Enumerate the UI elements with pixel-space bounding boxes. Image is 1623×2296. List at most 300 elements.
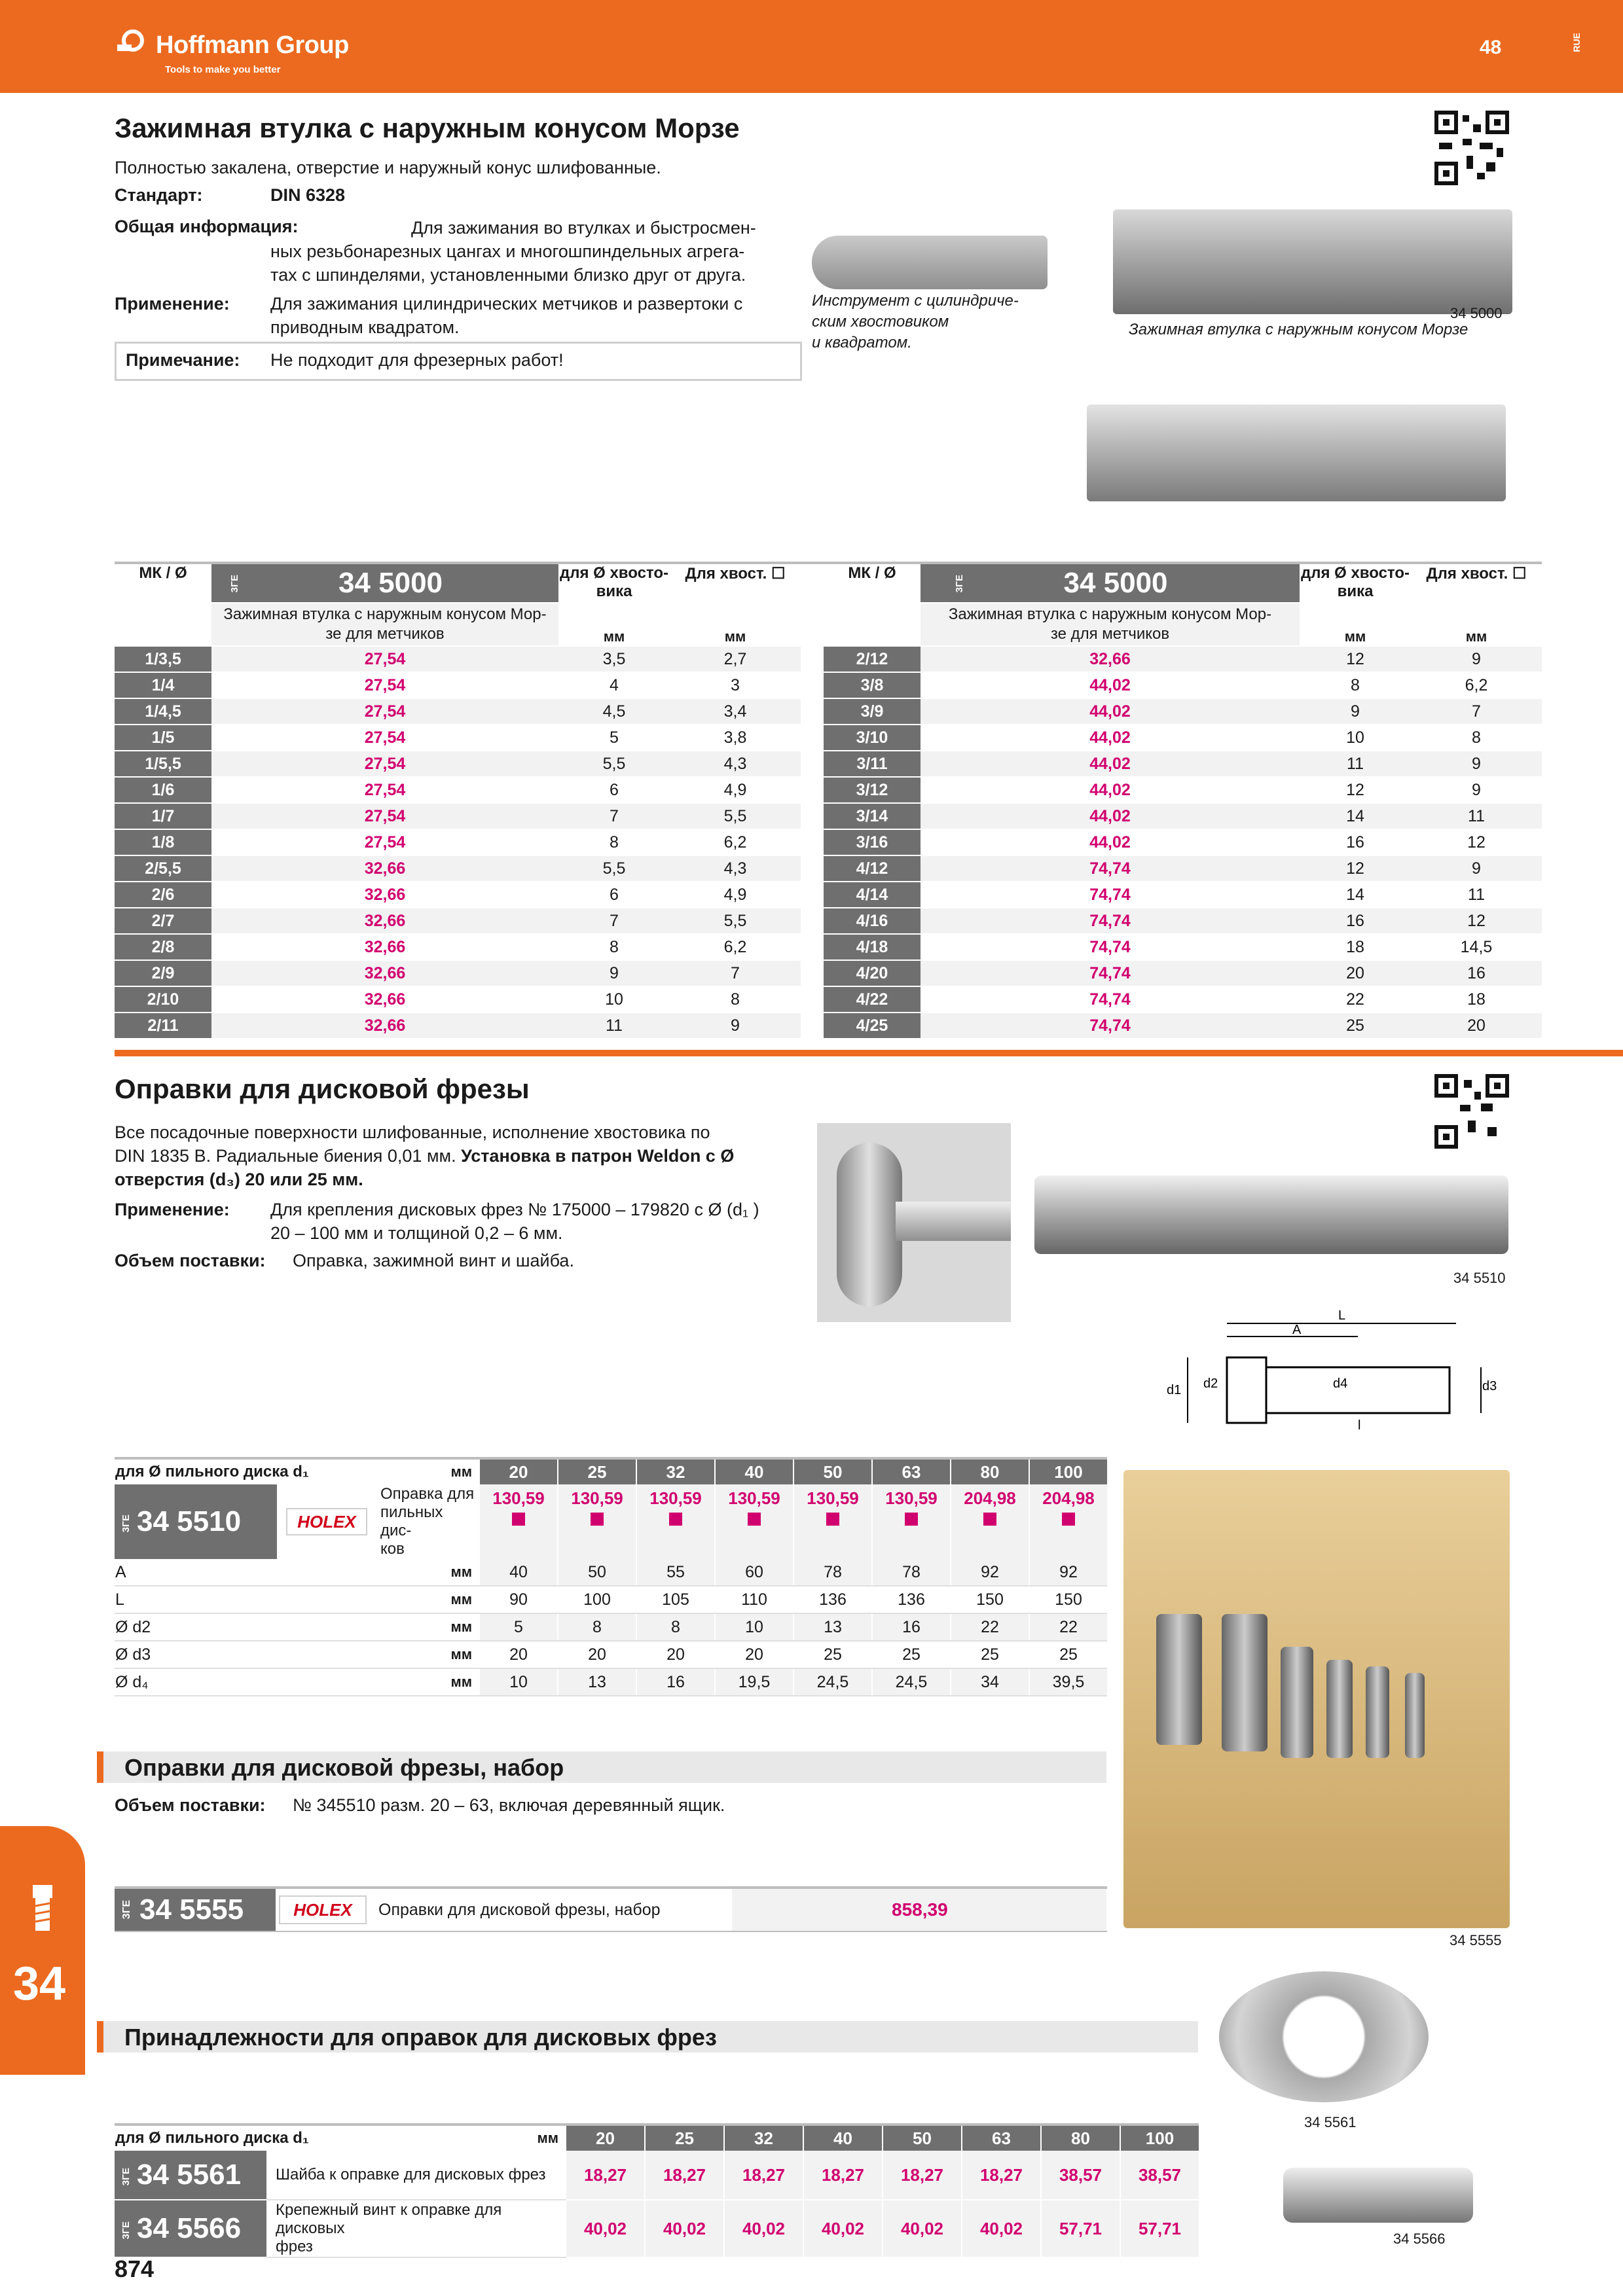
art-345510: 34 5510 <box>137 1505 242 1537</box>
price: 44,02 <box>921 672 1300 698</box>
square-size: 9 <box>670 1013 801 1039</box>
price <box>951 1484 1029 1559</box>
caption-left-3: и квадратом. <box>812 334 912 351</box>
section3-supply-label: Объем поставки: <box>115 1795 266 1815</box>
table-row <box>115 646 801 672</box>
section2-app-line2: 20 – 100 мм и толщиной 0,2 – 6 мм. <box>270 1223 563 1243</box>
art-header <box>921 564 1300 603</box>
mk-size: 1/3,5 <box>115 646 211 672</box>
dimension-value: 60 <box>715 1559 793 1586</box>
dimension-value: 24,5 <box>793 1668 872 1696</box>
price: 32,66 <box>211 986 558 1013</box>
note-value: Не подходит для фрезерных работ! <box>270 350 564 370</box>
mk-size: 3/12 <box>824 777 921 803</box>
unit: мм <box>445 2125 566 2151</box>
price: 27,54 <box>211 698 558 725</box>
chapter-icon <box>26 1885 59 1937</box>
price: 40,02 <box>724 2200 803 2257</box>
table2 <box>115 1457 1107 1696</box>
caption-right: Зажимная втулка с наружным конусом Морзе <box>1129 321 1468 338</box>
price: 32,66 <box>211 882 558 908</box>
art-desc-2: фрез <box>276 2238 313 2255</box>
price: 44,02 <box>921 829 1300 855</box>
shank-diameter: 7 <box>558 908 670 934</box>
dimension-value: 25 <box>872 1641 951 1668</box>
table-row <box>115 1586 1107 1613</box>
dimension-value: 39,5 <box>1029 1668 1107 1696</box>
morse-sleeve-image <box>1113 209 1512 314</box>
shank-diameter: 10 <box>1300 725 1411 751</box>
section2-desc-1: Все посадочные поверхности шлифованные, исполнение хвостовика по <box>115 1122 710 1142</box>
wooden-case-image <box>1123 1470 1510 1928</box>
dimension-value: 105 <box>636 1586 715 1613</box>
table-row <box>115 829 801 855</box>
info-line1: Для зажимания во втулках и быстросмен- <box>411 218 756 238</box>
art-cell <box>115 2151 266 2200</box>
mk-size: 2/11 <box>115 1013 211 1039</box>
square-size: 9 <box>1411 646 1542 672</box>
saw-arbor-in-use-image <box>817 1123 1011 1322</box>
price: 32,66 <box>921 646 1300 672</box>
price <box>1029 1484 1107 1559</box>
col-square-header: Для хвост. ☐ <box>1411 564 1542 603</box>
table-row <box>115 882 801 908</box>
shank-diameter: 3,5 <box>558 646 670 672</box>
screw-image <box>1283 2168 1473 2223</box>
price: 18,27 <box>962 2151 1041 2200</box>
dimension-value: 8 <box>636 1613 715 1641</box>
qr-code-icon <box>1434 1073 1510 1149</box>
unit: мм <box>1411 603 1542 646</box>
unit: мм <box>376 1641 479 1668</box>
table-row <box>824 882 1542 908</box>
table-row <box>824 646 1542 672</box>
square-size: 8 <box>670 986 801 1013</box>
mk-size: 1/5 <box>115 725 211 751</box>
price: 32,66 <box>211 960 558 986</box>
table-row <box>115 960 801 986</box>
quality-code: 3ΓΕ <box>228 574 240 592</box>
quality-code: 3ΓΕ <box>121 1900 132 1920</box>
section2-supply-label: Объем поставки: <box>115 1251 266 1270</box>
shank-diameter: 11 <box>1300 751 1411 777</box>
order-square-icon[interactable] <box>1062 1513 1075 1526</box>
col-hvost-header <box>558 564 670 603</box>
art-345510-desc-2: ков <box>380 1540 405 1558</box>
image-art-345000: 34 5000 <box>1450 305 1503 321</box>
table-row <box>115 698 801 725</box>
table1-right <box>824 564 1542 1039</box>
price: 18,27 <box>803 2151 883 2200</box>
dimension-value: 34 <box>951 1668 1029 1696</box>
table-row <box>824 1013 1542 1039</box>
square-size: 12 <box>1411 829 1542 855</box>
table-row <box>115 986 801 1013</box>
square-size: 14,5 <box>1411 934 1542 960</box>
art-description <box>211 603 558 646</box>
unit: мм <box>670 603 801 646</box>
art-345000: 34 5000 <box>1063 567 1168 599</box>
price: 74,74 <box>921 908 1300 934</box>
square-size: 18 <box>1411 986 1542 1013</box>
table-row <box>115 777 801 803</box>
table-row <box>824 751 1542 777</box>
order-square-icon[interactable] <box>669 1513 682 1526</box>
price-value: 204,98 <box>964 1488 1016 1508</box>
shank-diameter: 5,5 <box>558 751 670 777</box>
info-label: Общая информация: <box>115 217 299 236</box>
dimension-value: 10 <box>715 1613 793 1641</box>
price-value: 204,98 <box>1042 1488 1095 1508</box>
mk-size: 4/18 <box>824 934 921 960</box>
shank-diameter: 4,5 <box>558 698 670 725</box>
order-square-icon[interactable] <box>512 1513 525 1526</box>
section3-bottom-rule <box>115 1931 1107 1932</box>
price: 32,66 <box>211 908 558 934</box>
shank-diameter: 20 <box>1300 960 1411 986</box>
mk-size: 4/22 <box>824 986 921 1013</box>
price: 74,74 <box>921 855 1300 882</box>
price: 38,57 <box>1041 2151 1120 2200</box>
table-row <box>824 934 1542 960</box>
unit: мм <box>1300 603 1411 646</box>
dimension-value: 16 <box>872 1613 951 1641</box>
col-hvost-line2: вика <box>1337 583 1374 600</box>
square-size: 9 <box>1411 777 1542 803</box>
square-size: 6,2 <box>670 829 801 855</box>
mk-size: 4/25 <box>824 1013 921 1039</box>
shank-diameter: 6 <box>558 882 670 908</box>
size-col: 100 <box>1029 1458 1107 1484</box>
mk-size: 2/10 <box>115 986 211 1013</box>
unit: мм <box>376 1458 479 1484</box>
mk-size: 2/9 <box>115 960 211 986</box>
image-art-345555: 34 5555 <box>1450 1932 1502 1948</box>
note-label: Примечание: <box>126 350 240 370</box>
price-value: 130,59 <box>807 1488 859 1508</box>
square-size: 8 <box>1411 725 1542 751</box>
dimension-label: A <box>115 1559 376 1586</box>
shank-diameter: 8 <box>558 829 670 855</box>
mk-size: 4/20 <box>824 960 921 986</box>
image-art-345510: 34 5510 <box>1453 1270 1506 1286</box>
art-345510-desc-1: Оправка для пильных дис- <box>380 1485 475 1539</box>
section1-title: Зажимная втулка с наружным конусом Морзе <box>115 113 740 143</box>
table-row <box>115 1668 1107 1696</box>
dimension-value: 110 <box>715 1586 793 1613</box>
quality-code: 3ΓΕ <box>954 574 966 592</box>
section2-desc-2b: Установка в патрон Weldon с Ø <box>461 1146 735 1166</box>
table-row <box>115 1641 1107 1668</box>
dim-d2: d2 <box>1203 1376 1218 1391</box>
language-code: RUE <box>1571 33 1582 52</box>
shank-diameter: 12 <box>1300 777 1411 803</box>
dimension-value: 20 <box>715 1641 793 1668</box>
mk-size: 1/7 <box>115 803 211 829</box>
dimension-value: 20 <box>479 1641 558 1668</box>
section1-desc: Полностью закалена, отверстие и наружный конус шлифованные. <box>115 158 661 177</box>
shank-diameter: 16 <box>1300 908 1411 934</box>
mk-size: 4/12 <box>824 855 921 882</box>
price: 57,71 <box>1041 2200 1120 2257</box>
art-345510-desc <box>376 1484 479 1559</box>
art-345555: 34 5555 <box>139 1893 244 1926</box>
order-square-icon[interactable] <box>748 1513 761 1526</box>
section2-app-line1: Для крепления дисковых фрез № 175000 – 179820 с Ø (d₁ ) <box>270 1200 759 1219</box>
mk-size: 3/14 <box>824 803 921 829</box>
arbor-dimension-drawing <box>1161 1305 1502 1436</box>
art-description <box>921 603 1300 646</box>
art-desc-line1: Зажимная втулка с наружным конусом Мор- <box>948 605 1272 623</box>
col-hvost-line2: вика <box>596 583 632 600</box>
table-row <box>824 829 1542 855</box>
art-345000: 34 5000 <box>338 567 443 599</box>
shank-diameter: 18 <box>1300 934 1411 960</box>
shank-diameter: 7 <box>558 803 670 829</box>
hoffmann-logo-icon <box>115 26 154 59</box>
table-row <box>824 855 1542 882</box>
price <box>479 1484 558 1559</box>
mk-size: 1/6 <box>115 777 211 803</box>
shank-diameter: 4 <box>558 672 670 698</box>
square-size: 12 <box>1411 908 1542 934</box>
size-col: 40 <box>715 1458 793 1484</box>
price: 40,02 <box>645 2200 724 2257</box>
mk-size: 3/8 <box>824 672 921 698</box>
size-col: 50 <box>883 2125 962 2151</box>
square-size: 11 <box>1411 882 1542 908</box>
square-size: 11 <box>1411 803 1542 829</box>
table-row <box>115 672 801 698</box>
art-desc-1: Крепежный винт к оправке для дисковых <box>276 2201 502 2237</box>
price: 44,02 <box>921 725 1300 751</box>
section2-desc-3: отверстия (d₃) 20 или 25 мм. <box>115 1170 363 1189</box>
art-desc-line1: Зажимная втулка с наружным конусом Мор- <box>223 605 547 623</box>
table-row <box>115 908 801 934</box>
price: 40,02 <box>962 2200 1041 2257</box>
price: 44,02 <box>921 777 1300 803</box>
dimension-value: 25 <box>793 1641 872 1668</box>
mk-size: 2/6 <box>115 882 211 908</box>
square-size: 6,2 <box>1411 672 1542 698</box>
info-line2: ных резьбонарезных цангах и многошпиндельных агрега- <box>270 242 745 261</box>
application-label: Применение: <box>115 294 230 314</box>
dimension-value: 136 <box>793 1586 872 1613</box>
table-row <box>824 777 1542 803</box>
dimension-value: 78 <box>872 1559 951 1586</box>
shank-diameter: 11 <box>558 1013 670 1039</box>
shank-diameter: 5 <box>558 725 670 751</box>
table-row <box>115 725 801 751</box>
dimension-value: 92 <box>951 1559 1029 1586</box>
size-col: 100 <box>1120 2125 1199 2151</box>
shank-diameter: 10 <box>558 986 670 1013</box>
art-desc <box>266 2200 566 2257</box>
table-row <box>824 908 1542 934</box>
shank-diameter: 9 <box>1300 698 1411 725</box>
holex-logo: HOLEX <box>286 1508 367 1535</box>
size-header-row <box>115 1458 1107 1484</box>
unit: мм <box>558 603 670 646</box>
size-col: 63 <box>962 2125 1041 2151</box>
dimension-value: 50 <box>558 1559 636 1586</box>
price: 74,74 <box>921 882 1300 908</box>
square-size: 9 <box>1411 855 1542 882</box>
square-size: 4,3 <box>670 855 801 882</box>
square-size: 9 <box>1411 751 1542 777</box>
unit: мм <box>376 1668 479 1696</box>
dim-l: l <box>1358 1418 1361 1433</box>
dimension-value: 20 <box>558 1641 636 1668</box>
section3-accent <box>97 1751 103 1783</box>
order-square-icon[interactable] <box>826 1513 839 1526</box>
art-header <box>211 564 558 603</box>
art-number: 34 5561 <box>137 2159 242 2191</box>
price <box>636 1484 715 1559</box>
dimension-value: 22 <box>951 1613 1029 1641</box>
price: 32,66 <box>211 1013 558 1039</box>
table1-right-grid <box>824 564 1542 1039</box>
square-size: 4,9 <box>670 882 801 908</box>
dimension-value: 78 <box>793 1559 872 1586</box>
dimension-value: 150 <box>1029 1586 1107 1613</box>
mk-size: 3/11 <box>824 751 921 777</box>
chapter-tab <box>0 1826 85 2075</box>
dim-d3: d3 <box>1482 1379 1497 1393</box>
price: 27,54 <box>211 725 558 751</box>
dimension-value: 90 <box>479 1586 558 1613</box>
shank-diameter: 22 <box>1300 986 1411 1013</box>
table-row <box>824 698 1542 725</box>
table-row <box>115 1613 1107 1641</box>
dimension-value: 24,5 <box>872 1668 951 1696</box>
col-mk-header: МК / Ø <box>115 564 211 603</box>
section-separator <box>115 1050 1623 1056</box>
size-col: 25 <box>558 1458 636 1484</box>
page-number-bottom: 874 <box>115 2255 155 2282</box>
price-value: 130,59 <box>492 1488 545 1508</box>
shank-diameter: 6 <box>558 777 670 803</box>
size-col: 80 <box>951 1458 1029 1484</box>
shank-diameter: 8 <box>558 934 670 960</box>
price: 32,66 <box>211 934 558 960</box>
size-col: 80 <box>1041 2125 1120 2151</box>
col-square-header: Для хвост. ☐ <box>670 564 801 603</box>
size-col: 63 <box>872 1458 951 1484</box>
dimension-value: 13 <box>793 1613 872 1641</box>
price: 40,02 <box>883 2200 962 2257</box>
size-col: 32 <box>636 1458 715 1484</box>
size-col: 40 <box>803 2125 883 2151</box>
application-line2: приводным квадратом. <box>270 317 460 337</box>
dim-d4: d4 <box>1333 1376 1348 1391</box>
price-345555: 858,39 <box>892 1899 948 1920</box>
col-hvost-line1: для Ø хвосто- <box>559 564 669 582</box>
page-number-top: 48 <box>1480 37 1502 58</box>
size-col: 50 <box>793 1458 872 1484</box>
order-square-icon[interactable] <box>591 1513 604 1526</box>
table-row <box>824 725 1542 751</box>
dimension-value: 20 <box>636 1641 715 1668</box>
price: 27,54 <box>211 777 558 803</box>
size-col: 25 <box>645 2125 724 2151</box>
table-row <box>115 1013 801 1039</box>
dimension-value: 25 <box>951 1641 1029 1668</box>
table-row <box>115 1559 1107 1586</box>
shank-diameter: 12 <box>1300 646 1411 672</box>
price: 32,66 <box>211 855 558 882</box>
washer-image <box>1219 1971 1429 2102</box>
art-cell <box>115 2200 266 2257</box>
art-345510-cell <box>115 1484 277 1559</box>
standard-value: DIN 6328 <box>270 185 346 205</box>
col-hvost-line1: для Ø хвосто- <box>1300 564 1410 582</box>
square-size: 7 <box>670 960 801 986</box>
price-row <box>115 1484 1107 1559</box>
dimension-value: 10 <box>479 1668 558 1696</box>
unit: мм <box>376 1559 479 1586</box>
order-square-icon[interactable] <box>983 1513 996 1526</box>
dimension-value: 25 <box>1029 1641 1107 1668</box>
art-desc-line2: зе для метчиков <box>325 625 445 643</box>
mk-size: 1/5,5 <box>115 751 211 777</box>
square-size: 3 <box>670 672 801 698</box>
square-size: 4,9 <box>670 777 801 803</box>
table-row <box>115 934 801 960</box>
mk-size: 3/9 <box>824 698 921 725</box>
qr-code-icon <box>1434 110 1510 186</box>
square-size: 7 <box>1411 698 1542 725</box>
dimension-value: 5 <box>479 1613 558 1641</box>
shank-diameter: 25 <box>1300 1013 1411 1039</box>
section4-title: Принадлежности для оправок для дисковых фрез <box>124 2024 717 2051</box>
order-square-icon[interactable] <box>905 1513 918 1526</box>
size-header-label: для Ø пильного диска d₁ <box>115 1458 376 1484</box>
section2-desc-2a: DIN 1835 B. Радиальные биения 0,01 мм. <box>115 1146 456 1166</box>
dimension-label: L <box>115 1586 376 1613</box>
size-header-label: для Ø пильного диска d₁ <box>115 2125 445 2151</box>
price: 40,02 <box>803 2200 883 2257</box>
price: 18,27 <box>883 2151 962 2200</box>
table-row <box>115 855 801 882</box>
price: 44,02 <box>921 751 1300 777</box>
table1-left <box>115 564 801 1039</box>
shank-diameter: 14 <box>1300 803 1411 829</box>
section2-app-label: Применение: <box>115 1200 230 1219</box>
square-size: 5,5 <box>670 803 801 829</box>
table4 <box>115 2123 1199 2258</box>
square-size: 4,3 <box>670 751 801 777</box>
square-size: 20 <box>1411 1013 1542 1039</box>
art-345555-cell <box>115 1889 276 1931</box>
unit: мм <box>376 1586 479 1613</box>
brand-tagline: Tools to make you better <box>165 64 281 75</box>
price-value: 130,59 <box>728 1488 780 1508</box>
price: 27,54 <box>211 646 558 672</box>
application-line1: Для зажимания цилиндрических метчиков и развертоки с <box>270 294 743 314</box>
art-desc-line2: зе для метчиков <box>1050 625 1170 643</box>
table-row <box>115 803 801 829</box>
image-art-345566: 34 5566 <box>1393 2231 1446 2247</box>
section2-supply-value: Оправка, зажимной винт и шайба. <box>293 1251 574 1270</box>
dimension-value: 8 <box>558 1613 636 1641</box>
price: 27,54 <box>211 803 558 829</box>
price <box>872 1484 951 1559</box>
sleeve-with-tap-image <box>1087 404 1506 501</box>
square-size: 5,5 <box>670 908 801 934</box>
square-size: 3,8 <box>670 725 801 751</box>
price: 74,74 <box>921 1013 1300 1039</box>
